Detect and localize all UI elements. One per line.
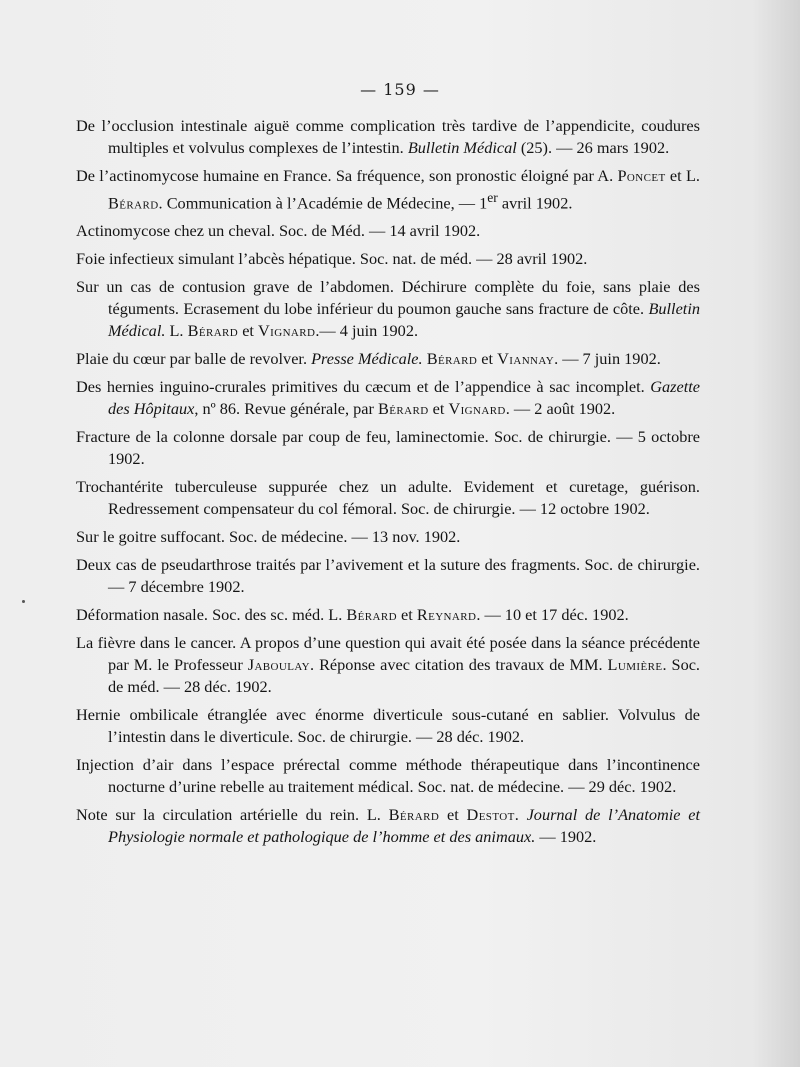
bibliography-entry: Déformation nasale. Soc. des sc. méd. L. Bérard et Reynard. — 10 et 17 déc. 1902. (76, 605, 629, 625)
bibliography-entry: Actinomycose chez un cheval. Soc. de Méd. — 14 avril 1902. (76, 221, 481, 241)
bibliography-entry: Plaie du cœur par balle de revolver. Presse Médicale. Bérard et Viannay. — 7 juin 1902. (76, 349, 661, 369)
bibliography-entry: De l’occlusion intestinale aiguë comme complication très tardive de l’appendicite, coudures multiples et volvulus complexes de l’intestin. Bulletin Médical (25). — 26 mars 1902. (76, 116, 700, 157)
bibliography-entry: Foie infectieux simulant l’abcès hépatique. Soc. nat. de méd. — 28 avril 1902. (76, 249, 588, 269)
margin-speck (22, 600, 25, 603)
author-name: Poncet (617, 166, 666, 185)
author-name: Bérard (388, 805, 440, 825)
author-name: Viannay (497, 349, 555, 369)
author-name: Reynard (416, 605, 477, 625)
author-name: Lumière (607, 655, 663, 675)
author-name: Jaboulay (247, 655, 311, 675)
bibliography-entry: Note sur la circulation artérielle du rein. L. Bérard et Destot. Journal de l’Anatomie et Physiologie normale et pathologique de l’homme et des animaux. — 1902. (76, 805, 701, 847)
author-name: Destot (466, 805, 515, 825)
author-name: Vignard (258, 321, 316, 341)
author-name: Bérard (108, 193, 159, 213)
bibliography-entry: Trochantérite tuberculeuse suppurée chez un adulte. Evidement et curetage, guérison. Redressement compensateur du col fémoral. Soc. de chirurgie. — 12 octobre 1902. (76, 477, 700, 519)
bibliography-entry: Sur un cas de contusion grave de l’abdomen. Déchirure complète du foie, sans plaie des téguments. Ecrasement du lobe inférieur du poumon gauche sans fracture de côte. Bulletin Médical. L. Bérard et Vignard.— 4 juin 1902. (76, 277, 700, 341)
bibliography-list (76, 115, 700, 854)
bibliography-entry: Sur le goitre suffocant. Soc. de médecine. — 13 nov. 1902. (76, 527, 461, 547)
author-name: Bérard (426, 349, 478, 369)
bibliography-entry: De l’actinomycose humaine en France. Sa fréquence, son pronostic éloigné par A. Poncet et L. Bérard. Communication à l’Académie de Médecine, — 1er avril 1902. (76, 166, 700, 213)
author-name: Bérard (187, 321, 239, 341)
author-name: Bérard (346, 605, 397, 625)
bibliography-entry: Deux cas de pseudarthrose traités par l’avivement et la suture des fragments. Soc. de chirurgie. — 7 décembre 1902. (76, 555, 700, 597)
author-name: Bérard (378, 399, 429, 419)
bibliography-entry: La fièvre dans le cancer. A propos d’une question qui avait été posée dans la séance précédente par M. le Professeur Jaboulay. Réponse avec citation des travaux de MM. Lumière. Soc. de méd. — 28 déc. 1902. (76, 633, 701, 697)
page-number: — 159 — (360, 80, 440, 99)
author-name: Vignard (448, 399, 506, 419)
bibliography-entry: Des hernies inguino-crurales primitives du cæcum et de l’appendice à sac incomplet. Gazette des Hôpitaux, nº 86. Revue générale, par Bérard et Vignard. — 2 août 1902. (76, 377, 700, 419)
bibliography-entry: Injection d’air dans l’espace prérectal comme méthode thérapeutique dans l’incontinence nocturne d’urine rebelle au traitement médical. Soc. nat. de médecine. — 29 déc. 1902. (76, 755, 700, 797)
bibliography-entry: Fracture de la colonne dorsale par coup de feu, laminectomie. Soc. de chirurgie. — 5 octobre 1902. (76, 427, 700, 469)
bibliography-entry: Hernie ombilicale étranglée avec énorme diverticule sous-cutané en sablier. Volvulus de l’intestin dans le diverticule. Soc. de chirurgie. — 28 déc. 1902. (76, 705, 700, 747)
